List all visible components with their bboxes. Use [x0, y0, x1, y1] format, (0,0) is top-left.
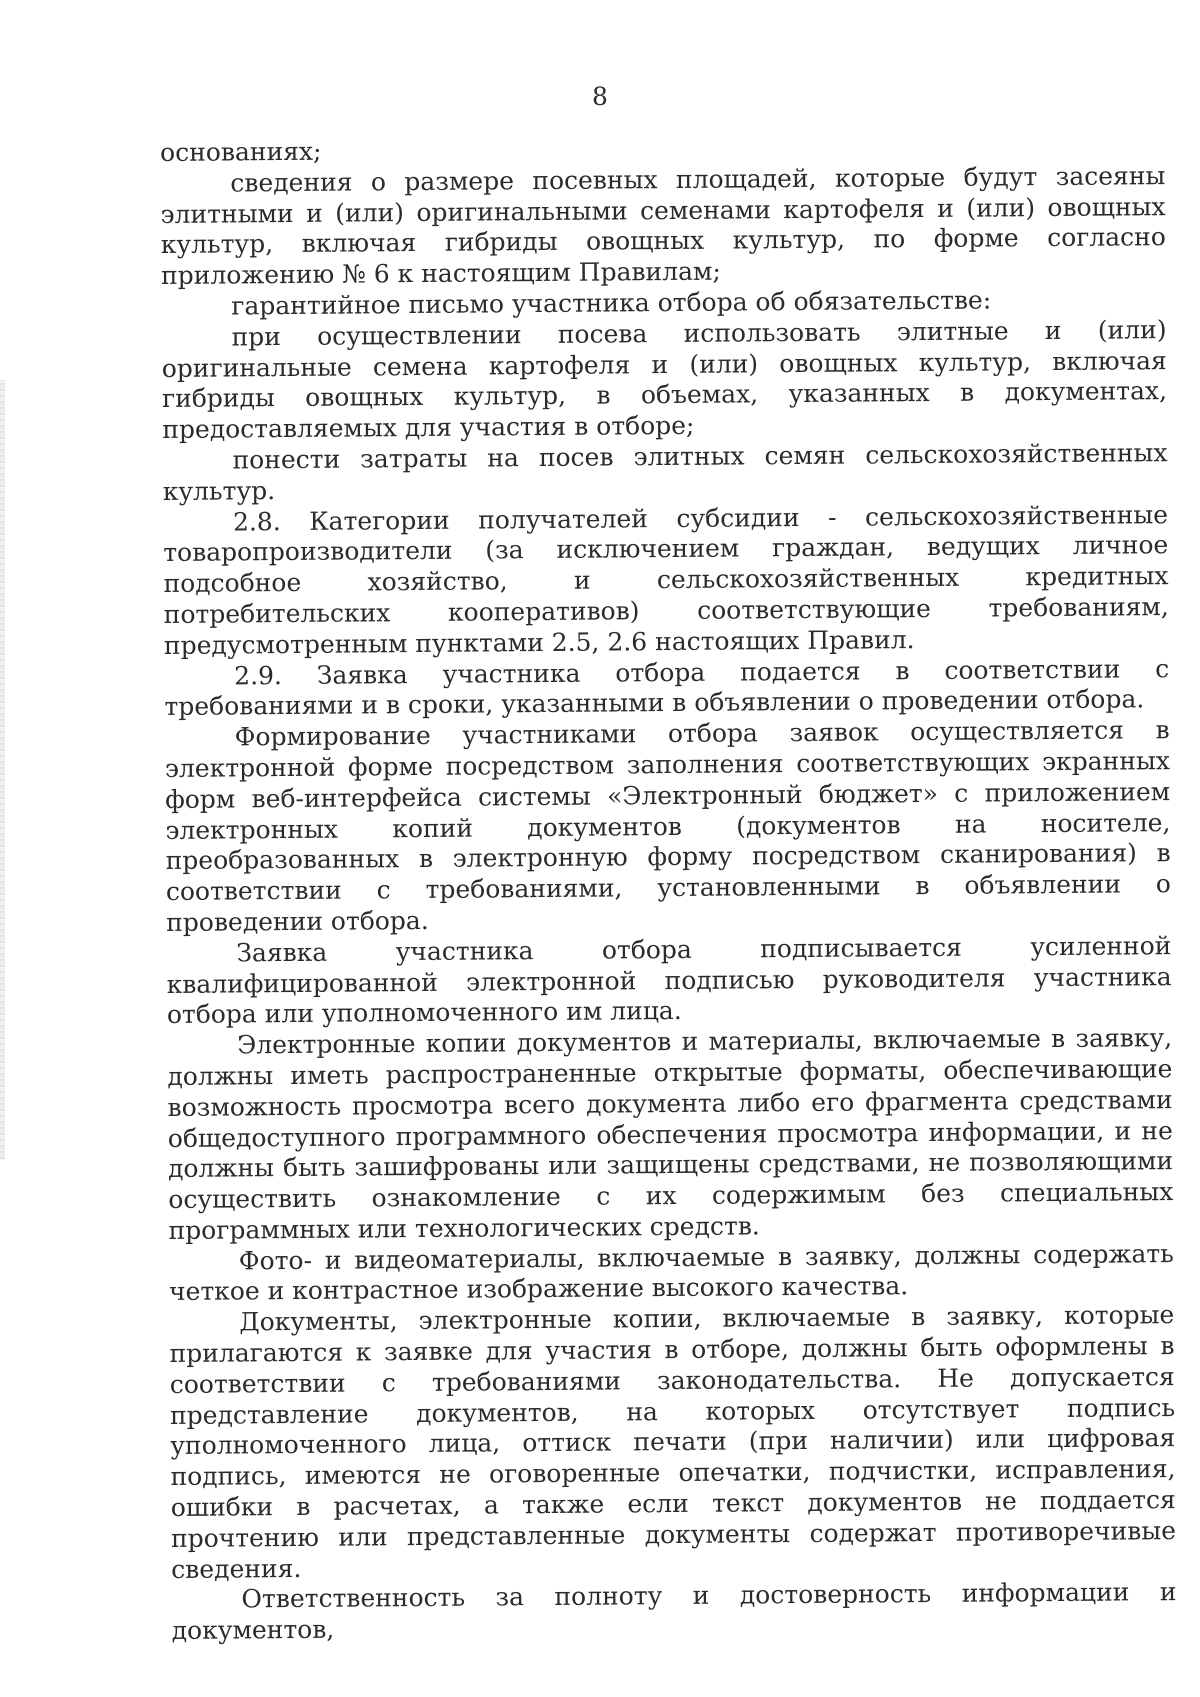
- scan-binding-edge: [0, 380, 5, 1160]
- paragraph: Фото- и видеоматериалы, включаемые в заявку, должны содержать четкое и контрастное изображение высокого качества.: [168, 1238, 1174, 1307]
- paragraph: Документы, электронные копии, включаемые в заявку, которые прилагаются к заявке для участия в отборе, должны быть оформлены в соответствии с требованиями законодательства. Не допускается представление документов, на которых отсутствует подпись уполномоченного лица, оттиск печати (при наличии) или цифровая подпись, имеются не оговоренные опечатки, подчистки, исправления, ошибки в расчетах, а также если текст документов не поддается прочтению или представленные документы содержат противоречивые сведения.: [169, 1300, 1177, 1584]
- paragraph: гарантийное письмо участника отбора об обязательстве:: [231, 285, 992, 321]
- paragraph: при осуществлении посева использовать элитные и (или) оригинальные семена картофеля и (или) овощных культур, включая гибриды овощных культур, в объемах, указанных в документах, предоставляемых для участия в отборе;: [161, 314, 1168, 445]
- paragraph: основаниях;: [160, 136, 322, 167]
- paragraph: Электронные копии документов и материалы, включаемые в заявку, должны иметь распространенные открытые форматы, обеспечивающие возможность просмотра всего документа либо его фрагмента средствами общедоступного программного обеспечения просмотра информации, и не должны быть зашифрованы или защищены средствами, не позволяющими осуществить ознакомление с их содержимым без специальных программных или технологических средств.: [167, 1023, 1174, 1245]
- page-number: 8: [592, 82, 608, 111]
- paragraph-section-2-8: 2.8. Категории получателей субсидии - сельскохозяйственные товаропроизводители (за исключением граждан, ведущих личное подсобное хозяйство, и сельскохозяйственных кредитных потребительских кооперативов) соответствующие требованиям, предусмотренным пунктами 2.5, 2.6 настоящих Правил.: [163, 499, 1169, 660]
- paragraph: сведения о размере посевных площадей, которые будут засеяны элитными и (или) оригинальными семенами картофеля и (или) овощных культур, включая гибриды овощных культур, по форме согласно приложению № 6 к настоящим Правилам;: [160, 160, 1166, 291]
- paragraph: понести затраты на посев элитных семян сельскохозяйственных культур.: [162, 438, 1168, 506]
- document-body: [160, 130, 1177, 1647]
- paragraph: Формирование участниками отбора заявок осуществляется в электронной форме посредством заполнения соответствующих экранных форм веб-интерфейса системы «Электронный бюджет» с приложением электронных копий документов (документов на носителе, преобразованных в электронную форму посредством сканирования) в соответствии с требованиями, установленными в объявлении о проведении отбора.: [164, 715, 1172, 937]
- paragraph: Ответственность за полноту и достоверность информации и документов,: [171, 1577, 1177, 1646]
- paragraph: Заявка участника отбора подписывается усиленной квалифицированной электронной подписью руководителя участника отбора или уполномоченного им лица.: [166, 930, 1172, 1030]
- paragraph-section-2-9: 2.9. Заявка участника отбора подается в соответствии с требованиями и в сроки, указанными в объявлении о проведении отбора.: [164, 653, 1170, 722]
